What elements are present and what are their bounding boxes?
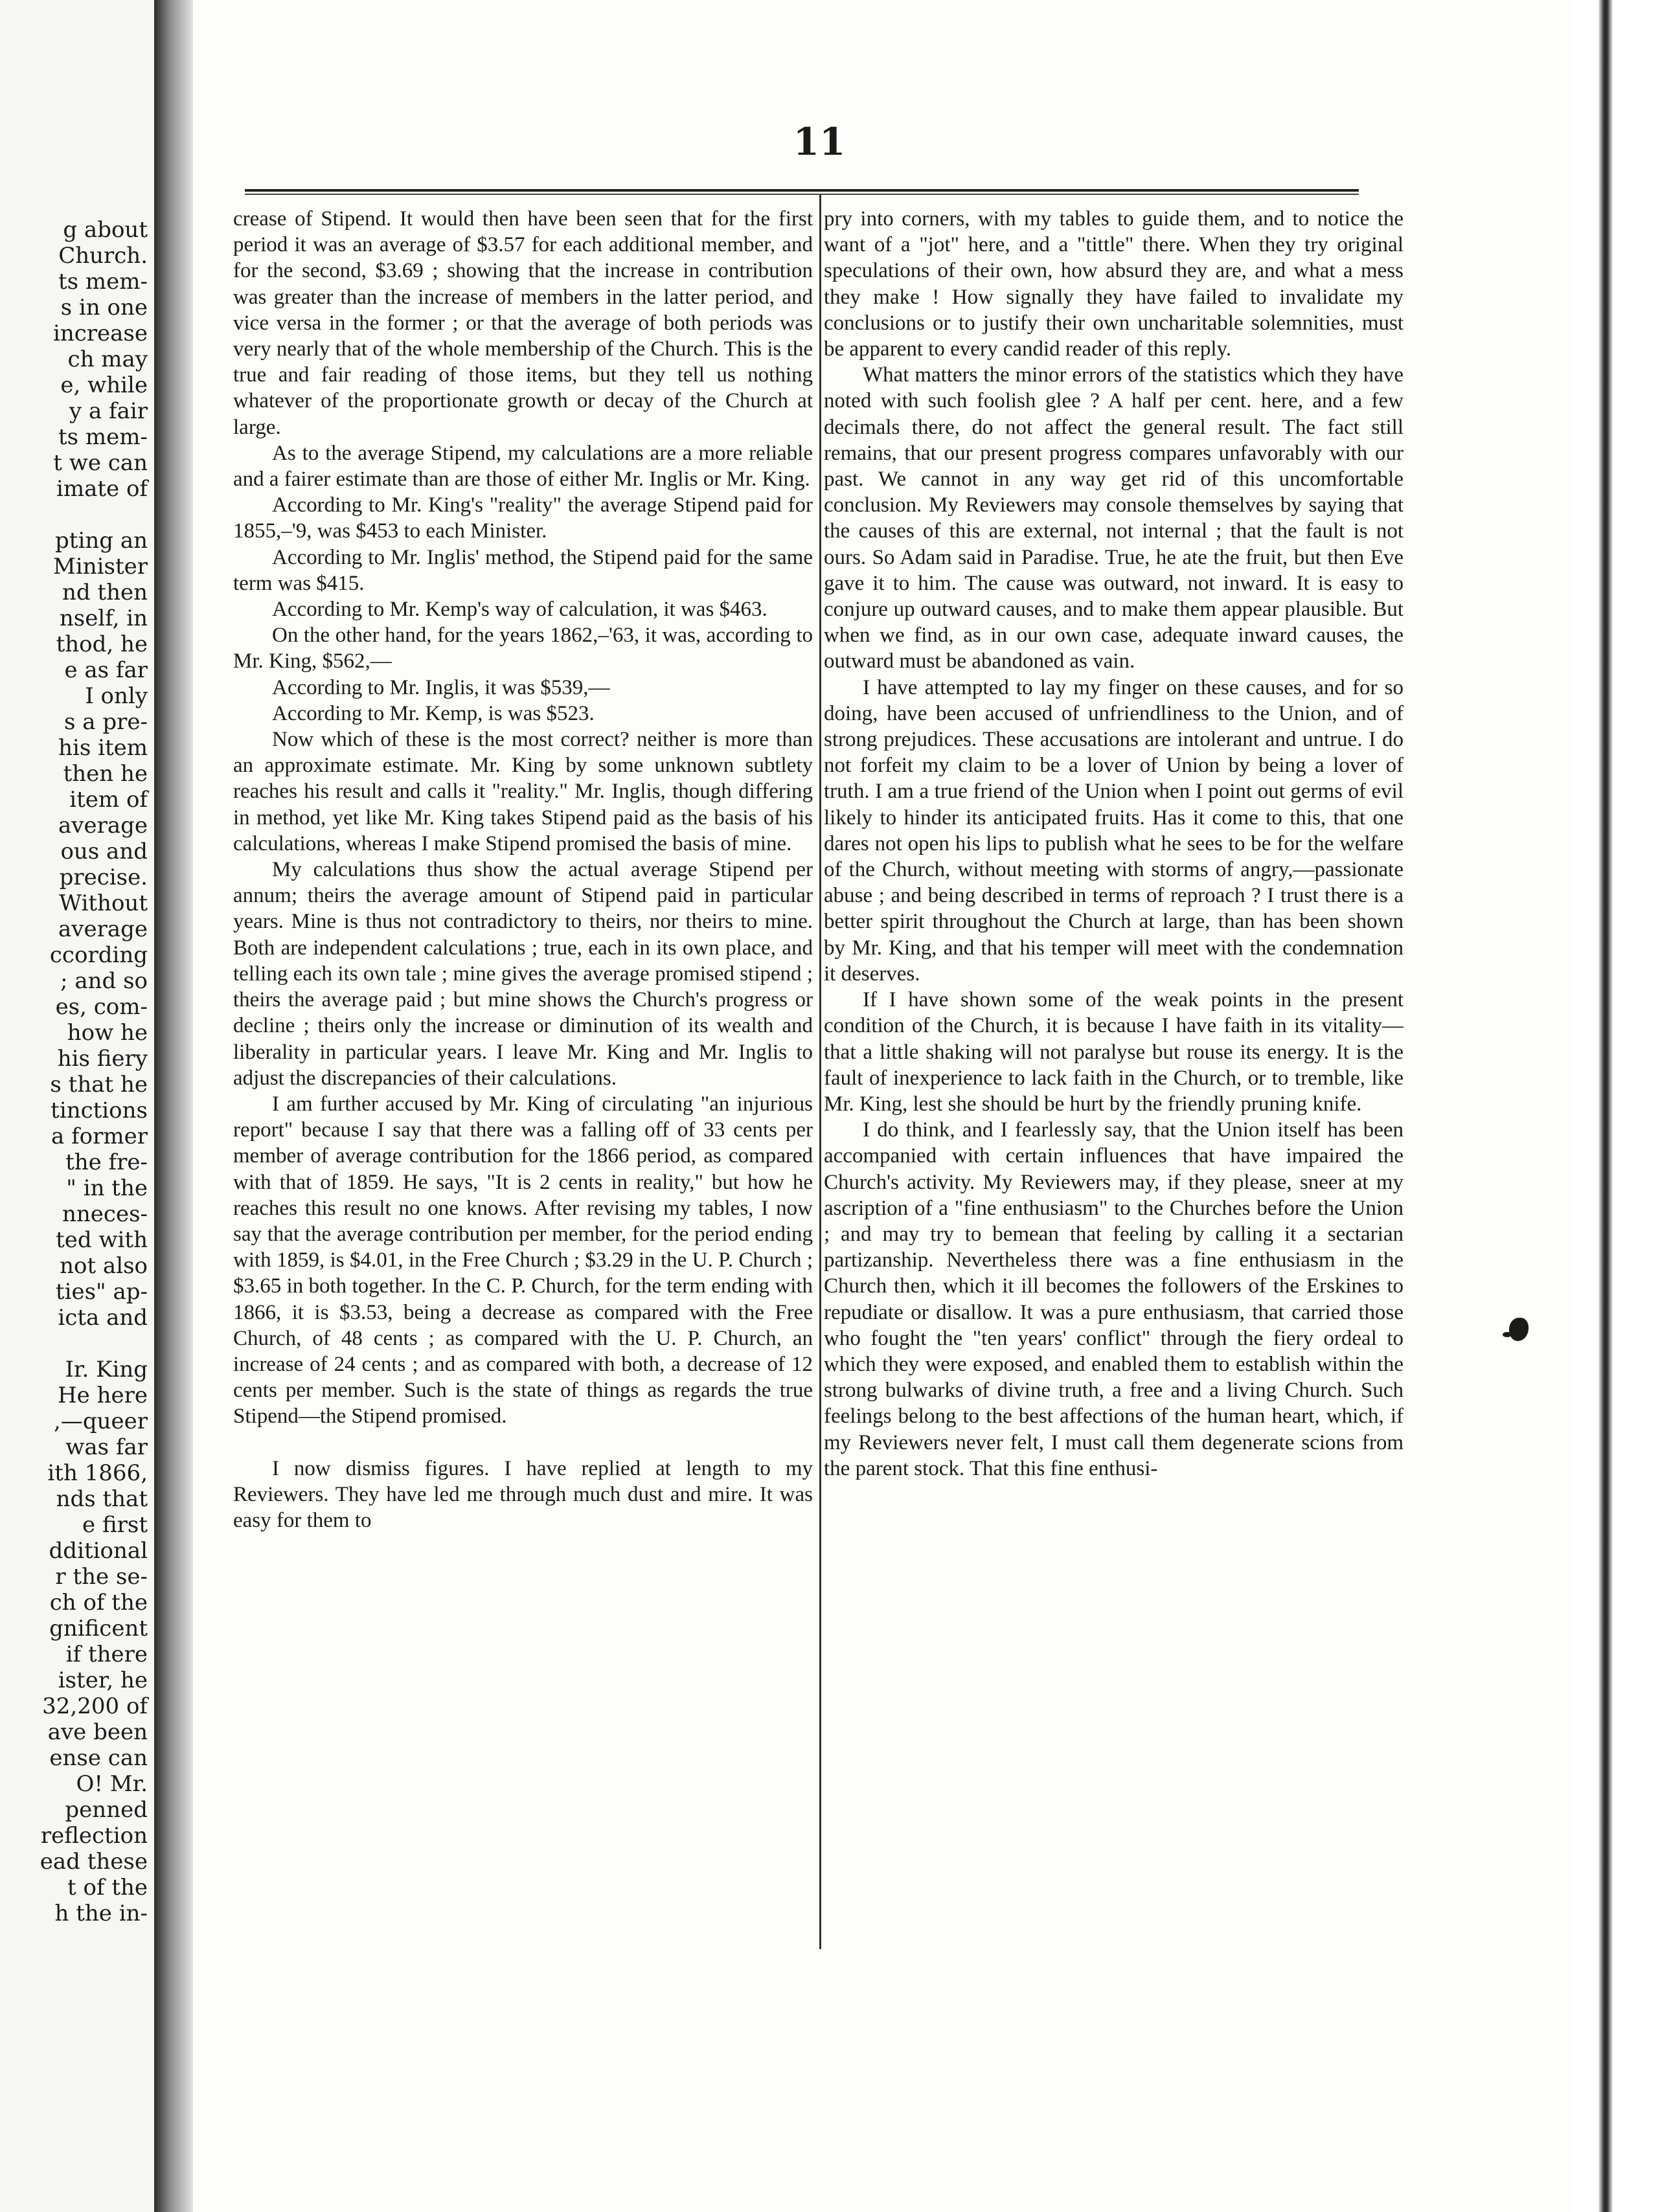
previous-page-fragment: average	[58, 813, 148, 839]
previous-page-fragment: s in one	[60, 295, 148, 321]
right-page-edge	[1573, 0, 1671, 2212]
previous-page-fragment: nneces-	[62, 1201, 148, 1227]
previous-page-fragment: tinctions	[51, 1098, 148, 1123]
previous-page-fragment: Minister	[53, 554, 148, 580]
previous-page-fragment: ties" ap-	[55, 1279, 148, 1305]
previous-page-fragment: nself, in	[59, 605, 148, 631]
previous-page-fragment: s that he	[50, 1072, 148, 1098]
previous-page-fragment: e as far	[64, 657, 148, 683]
previous-page-fragment: ous and	[60, 839, 148, 864]
paragraph: pry into corners, with my tables to guide them, and to notice the want of a "jot" here, and a "tittle" there. When they try original speculations of their own, how absurd they are, and what a mess they make ! How signally they have failed to invalidate my conclusions or to justify their own uncharitable solemnities, must be apparent to every candid reader of this reply.	[824, 207, 1404, 361]
previous-page-fragment: O! Mr.	[76, 1771, 148, 1797]
previous-page-fragment: ch of the	[49, 1590, 148, 1616]
previous-page-fragment: Church.	[58, 243, 148, 269]
previous-page-fragment: item of	[69, 787, 148, 813]
previous-page-fragment: e, while	[60, 372, 148, 398]
previous-page-fragment: his item	[58, 735, 148, 761]
left-column	[233, 206, 813, 1954]
binding-shadow	[154, 0, 193, 2212]
paragraph: My calculations thus show the actual average Stipend per annum; theirs the average amount of Stipend paid in particular years. Mine is thus not contradictory to theirs, nor theirs to mine. Both are independent calculations ; true, each in its own place, and telling each its own tale ; mine gives the average promised stipend ; theirs the average paid ; but mine shows the Church's progress or decline ; theirs only the increase or diminution of its wealth and liberality in particular years. I leave Mr. King and Mr. Inglis to adjust the discrepancies of their calculations.	[233, 858, 813, 1090]
previous-page-fragment: pting an	[55, 528, 148, 554]
previous-page-fragment: ts mem-	[58, 424, 148, 450]
previous-page-fragment: ead these	[40, 1849, 148, 1875]
previous-page-fragment: s a pre-	[64, 709, 148, 735]
previous-page-fragment: dditional	[49, 1538, 148, 1564]
paragraph: I have attempted to lay my finger on these causes, and for so doing, have been accused of unfriendliness to the Union, and of strong prejudices. These accusations are intolerant and untrue. I do not forfeit my claim to be a lover of Union by being a lover of truth. I am a true friend of the Union when I point out germs of evil likely to hinder its anticipated fruits. Has it come to this, that one dares not open his lips to publish what he sees to be for the welfare of the Church, without meeting with storms of angry,—passionate abuse ; and being described in terms of reproach ? I trust there is a better spirit throughout the Church at large, than has been shown by Mr. King, and that his temper will meet with the condemnation it deserves.	[824, 675, 1404, 986]
previous-page-fragment: h the in-	[54, 1901, 148, 1926]
paragraph: According to Mr. Kemp's way of calculation, it was $463.	[272, 598, 767, 622]
page-number: 11	[793, 120, 846, 164]
previous-page-fragment: reflection	[40, 1823, 148, 1849]
previous-page-fragment: ister, he	[58, 1667, 148, 1693]
previous-page-fragment: ense can	[49, 1745, 148, 1771]
previous-page-fragment: ith 1866,	[47, 1460, 148, 1486]
previous-page-fragment: es, com-	[55, 994, 148, 1020]
right-column	[824, 206, 1404, 1954]
previous-page-fragment: ted with	[56, 1227, 148, 1253]
previous-page-fragment: nd then	[62, 580, 148, 605]
previous-page-fragment: I only	[85, 683, 148, 709]
previous-page-fragment: then he	[63, 761, 148, 787]
previous-page-fragment: ave been	[47, 1719, 148, 1745]
previous-page-fragment: y a fair	[69, 398, 148, 424]
paragraph: According to Mr. Inglis, it was $539,—	[272, 675, 610, 699]
previous-page-fragment: e first	[82, 1512, 148, 1538]
previous-page-fragment: imate of	[56, 476, 148, 502]
previous-page-fragment: how he	[67, 1020, 148, 1046]
previous-page-fragment: 32,200 of	[42, 1693, 148, 1719]
previous-page-fragment: Ir. King	[65, 1357, 148, 1382]
previous-page-fragment: thod, he	[56, 631, 148, 657]
previous-page-fragment: " in the	[66, 1175, 148, 1201]
paragraph: I am further accused by Mr. King of circulating "an injurious report" because I say that there was a falling off of 33 cents per member of average contribution for the 1866 period, as compared with that of 1859. He says, "It is 2 cents in reality," but how he reaches this result no one knows. After revising my tables, I now say that the average contribution per member, for the period ending with 1859, is $4.01, in the Free Church ; $3.29 in the U. P. Church ; $3.65 in both together. In the C. P. Church, for the term ending with 1866, it is $3.53, being a decrease as compared with the Free Church, of 48 cents ; as compared with the U. P. Church, an increase of 24 cents ; and as compared with both, a decrease of 12 cents per member. Such is the state of things as regards the true Stipend—the Stipend promised.	[233, 1092, 813, 1428]
previous-page-strip	[0, 0, 154, 2212]
previous-page-fragment: ch may	[67, 346, 148, 372]
paragraph: I now dismiss figures. I have replied at length to my Reviewers. They have led me through much dust and mire. It was easy for them to	[233, 1456, 813, 1532]
column-divider	[819, 194, 821, 1949]
previous-page-fragment: average	[58, 916, 148, 942]
previous-page-fragment: g about	[63, 217, 148, 243]
paragraph: Now which of these is the most correct? neither is more than an approximate estimate. Mr. King by some unknown subtlety reaches his result and calls it "reality." Mr. Inglis, though differing in method, yet like Mr. King takes Stipend paid as the basis of his calculations, whereas I make Stipend promised the basis of mine.	[233, 728, 813, 855]
paragraph: I do think, and I fearlessly say, that the Union itself has been accompanied with certain influences that have impaired the Church's activity. My Reviewers may, if they please, sneer at my ascription of a "fine enthusiasm" to the Churches before the Union ; and may try to bemean that feeling by calling it a sectarian partizanship. Nevertheless there was a fine enthusiasm in the Church then, which it ill becomes the followers of the Erskines to repudiate or disallow. It was a pure enthusiasm, that carried those who fought the "ten years' conflict" through the fiery ordeal to which they were exposed, and enabled them to establish within the strong bulwarks of divine truth, a free and a living Church. Such feelings belong to the best affections of the human heart, which, if my Reviewers never felt, I must call them degenerate scions from the parent stock. That this fine enthusi-	[824, 1118, 1404, 1480]
paragraph: According to Mr. Kemp, is was $523.	[272, 701, 595, 725]
previous-page-fragment: icta and	[58, 1305, 148, 1331]
previous-page-fragment: ccording	[49, 942, 148, 968]
previous-page-fragment: was far	[65, 1434, 148, 1460]
previous-page-fragment: precise.	[59, 864, 148, 890]
previous-page-fragment: a former	[51, 1123, 148, 1149]
previous-page-fragment: if there	[65, 1642, 148, 1667]
paragraph: crease of Stipend. It would then have been seen that for the first period it was an average of $3.57 for each additional member, and for the second, $3.69 ; showing that the increase in contribution was greater than the increase of members in the latter period, and vice versa in the former ; or that the average of both periods was very nearly that of the whole membership of the Church. This is the true and fair reading of those items, but they tell us nothing whatever of the proportionate growth or decay of the Church at large.	[233, 207, 813, 439]
previous-page-fragment: ts mem-	[58, 269, 148, 295]
paragraph: If I have shown some of the weak points in the present condition of the Church, it is because I have faith in its vitality—that a little shaking will not paralyse but rouse its energy. It is the fault of inexperience to lack faith in the Church, or to tremble, like Mr. King, lest she should be hurt by the friendly pruning knife.	[824, 988, 1404, 1116]
paragraph: According to Mr. King's "reality" the average Stipend paid for 1855,–'9, was $453 to each Minister.	[233, 493, 813, 543]
previous-page-fragment: t we can	[53, 450, 148, 476]
previous-page-fragment: nds that	[56, 1486, 148, 1512]
header-rule	[245, 189, 1359, 195]
previous-page-fragment: the fre-	[65, 1149, 148, 1175]
paragraph: According to Mr. Inglis' method, the Stipend paid for the same term was $415.	[233, 545, 813, 595]
paragraph: On the other hand, for the years 1862,–'63, it was, according to Mr. King, $562,—	[233, 624, 813, 673]
previous-page-fragment: t of the	[67, 1875, 148, 1901]
paragraph: What matters the minor errors of the statistics which they have noted with such foolish glee ? A half per cent. here, and a few decimals there, do not affect the general result. The fact still remains, that our present progress compares unfavorably with our past. We cannot in any way get rid of this uncomfortable conclusion. My Reviewers may console themselves by saying that the causes of this are external, not internal ; that the fault is not ours. So Adam said in Paradise. True, he ate the fruit, but then Eve gave it to him. The cause was outward, not inward. It is easy to conjure up outward causes, and to make them appear plausible. But when we find, as in our own case, adequate inward causes, the outward must be abandoned as vain.	[824, 363, 1404, 673]
previous-page-fragment: penned	[65, 1797, 148, 1823]
previous-page-fragment: ,—queer	[54, 1408, 148, 1434]
previous-page-fragment: ; and so	[60, 968, 148, 994]
paragraph: As to the average Stipend, my calculations are a more reliable and a fairer estimate than are those of either Mr. Inglis or Mr. King.	[233, 441, 813, 491]
edge-bar	[1598, 0, 1613, 2212]
previous-page-fragment: his fiery	[57, 1046, 148, 1072]
previous-page-fragment: gnificent	[49, 1616, 148, 1642]
previous-page-fragment: r the se-	[55, 1564, 148, 1590]
previous-page-fragment: He here	[58, 1382, 148, 1408]
previous-page-fragment: increase	[52, 321, 148, 346]
previous-page-fragment: Without	[59, 890, 148, 916]
previous-page-fragment: not also	[60, 1253, 148, 1279]
